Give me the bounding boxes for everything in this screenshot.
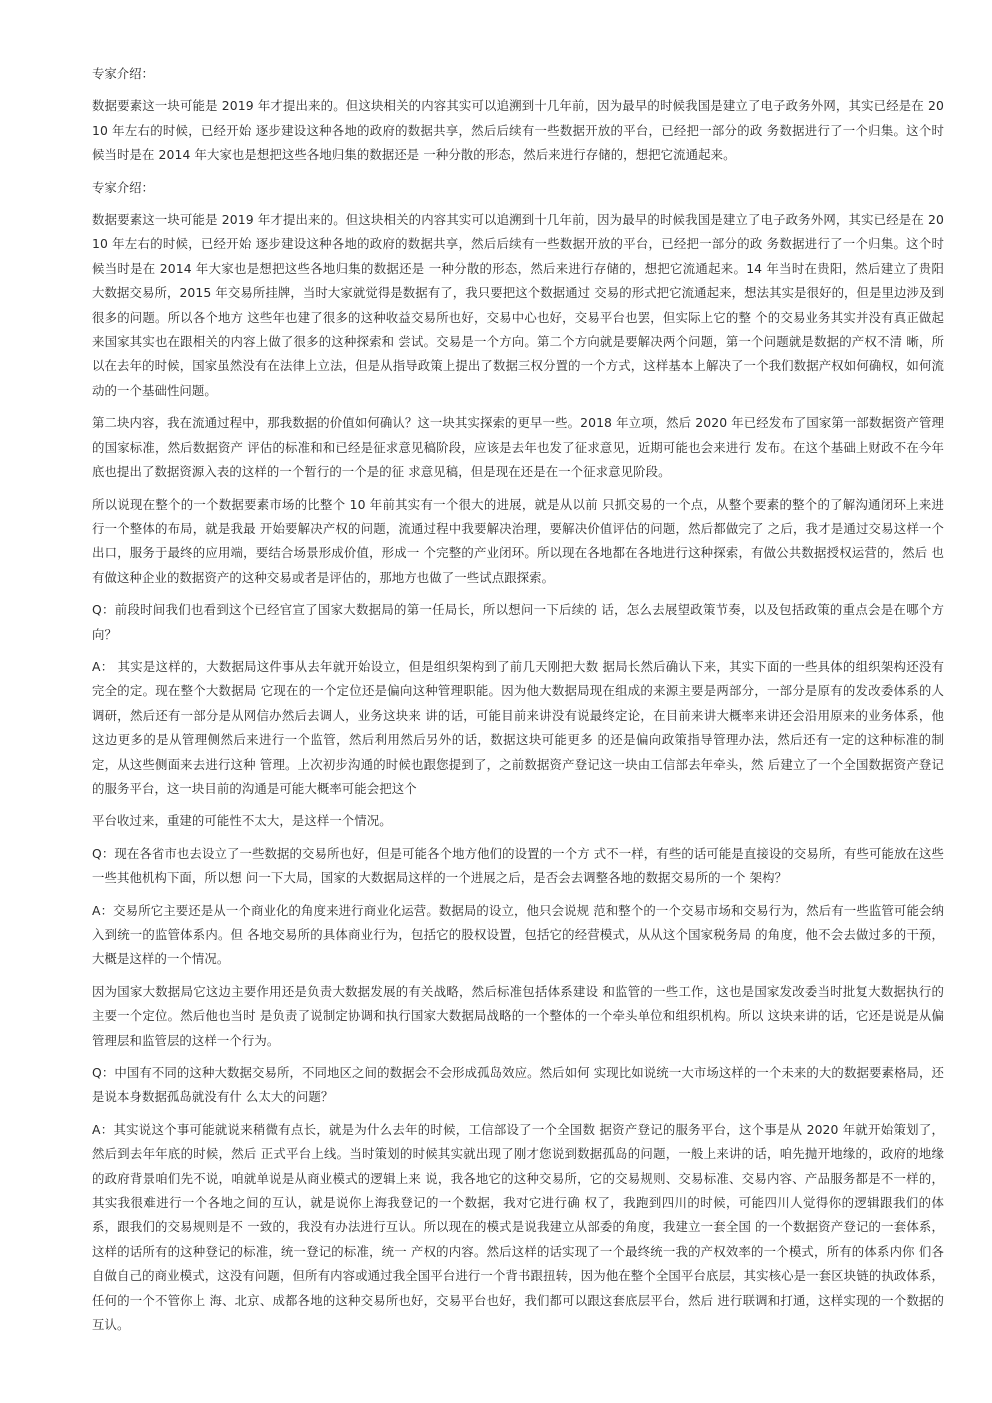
answer-national-registry: A：其实说这个事可能就说来稍微有点长，就是为什么去年的时候，工信部设了一个全国数 据资产登记的服务平台，这个事是从 2020 年就开始策划了，然后到去年年底的时候，然后 正式平台上线。当时策划的时候其实就出现了刚才您说到数据孤岛的问题，一般上来讲的话，咱先抛开地缘的，政府的地缘的政府背景咱们先不说，咱就单说是从商业模式的逻辑上来 说，我各地它的这种交易所，它的交易规则、交易标准、交易内容、产品服务都是不一样的，其实我很难进行一个各地之间的互认，就是说你上海我登记的一个数据，我对它进行确 权了，我跑到四川的时候，可能四川人觉得你的逻辑跟我们的体系，跟我们的交易规则是不 一致的，我没有办法进行互认。所以现在的模式是说我建立从部委的角度，我建立一套全国 的一个数据资产登记的一套体系，这样的话所有的这种登记的标准，统一登记的标准，统一 产权的内容。然后这样的话实现了一个最终统一我的产权效率的一个模式，所有的体系内你 们各自做自己的商业模式，这没有问题，但所有内容或通过我全国平台进行一个背书跟扭转，因为他在整个全国平台底层，其实核心是一套区块链的执政体系，任何的一个不管你上 海、北京、成都各地的这种交易所也好，交易平台也好，我们都可以跟这套底层平台，然后 进行联调和打通，这样实现的一个数据的互认。	[92, 1121, 944, 1333]
answer-exchange-commercial: A：交易所它主要还是从一个商业化的角度来进行商业化运营。数据局的设立，他只会说规 范和整个的一个交易市场和交易行为，然后有一些监管可能会纳入到统一的监管体系内。但 各地交易所的具体商业行为，包括它的股权设置，包括它的经营模式，从从这个国家税务局 的角度，他不会去做过多的干预，大概是这样的一个情况。	[92, 902, 944, 967]
answer-data-bureau-continued: 平台收过来，重建的可能性不太大，是这样一个情况。	[92, 813, 392, 829]
paragraph-data-elements-intro: 数据要素这一块可能是 2019 年才提出来的。但这块相关的内容其实可以追溯到十几年前，因为最早的时候我国是建立了电子政务外网，其实已经是在 2010 年左右的时候，已经开始 逐步建设这种各地的政府的数据共享，然后后续有一些数据开放的平台，已经把一部分的政 务数据进行了一个归集。这个时候当时是在 2014 年大家也是想把这些各地归集的数据还是 一种分散的形态，然后来进行存储的，想把它流通起来。	[92, 98, 944, 163]
paragraph-data-value: 第二块内容，我在流通过程中，那我数据的价值如何确认？这一块其实探索的更早一些。2018 年立项，然后 2020 年已经发布了国家第一部数据资产管理的国家标准，然后数据资产 评估的标准和和已经是征求意见稿阶段，应该是去年也发了征求意见，近期可能也会来进行 发布。在这个基础上财政不在今年底也提出了数据资源入表的这样的一个暂行的一个是的征 求意见稿，但是现在还是在一个征求意见阶段。	[92, 415, 944, 480]
expert-intro-label: 专家介绍：	[92, 179, 154, 195]
paragraph-bureau-role: 因为国家大数据局它这边主要作用还是负责大数据发展的有关战略，然后标准包括体系建设 和监管的一些工作，这也是国家发改委当时批复大数据执行的主要一个定位。然后他也当时 是负责了说制定协调和执行国家大数据局战略的一个整体的一个牵头单位和组织机构。所以 这块来讲的话，它还是说是从偏管理层和监管层的这样一个行为。	[92, 983, 944, 1048]
paragraph-data-elements-history: 数据要素这一块可能是 2019 年才提出来的。但这块相关的内容其实可以追溯到十几年前，因为最早的时候我国是建立了电子政务外网，其实已经是在 2010 年左右的时候，已经开始 逐步建设这种各地的政府的数据共享，然后后续有一些数据开放的平台，已经把一部分的政 务数据进行了一个归集。这个时候当时是在 2014 年大家也是想把这些各地归集的数据还是 一种分散的形态，然后来进行存储的，想把它流通起来。14 年当时在贵阳，然后建立了贵阳 大数据交易所，2015 年交易所挂牌，当时大家就觉得是数据有了，我只要把这个数据通过 交易的形式把它流通起来，想法其实是很好的，但是里边涉及到很多的问题。所以各个地方 这些年也建了很多的这种收益交易所也好，交易中心也好，交易平台也罢，但实际上它的整 个的交易业务其实并没有真正做起来国家其实也在跟相关的内容上做了很多的这种探索和 尝试。交易是一个方向。第二个方向就是要解决两个问题，第一个问题就是数据的产权不清 晰，所以在去年的时候，国家虽然没有在法律上立法，但是从指导政策上提出了数据三权分置的一个方式，这样基本上解决了一个我们数据产权如何确权，如何流动的一个基础性问题。	[92, 212, 944, 398]
question-data-silos: Q：中国有不同的这种大数据交易所，不同地区之间的数据会不会形成孤岛效应。然后如何 实现比如说统一大市场这样的一个未来的大的数据要素格局，还是说本身数据孤岛就没有什 么太大的问题？	[92, 1065, 944, 1105]
question-exchange-structure: Q：现在各省市也去设立了一些数据的交易所也好，但是可能各个地方他们的设置的一个方 式不一样，有些的话可能是直接设的交易所，有些可能放在这些一些其他机构下面，所以想 问一下大局，国家的大数据局这样的一个进展之后，是否会去调整各地的数据交易所的一个 架构？	[92, 845, 944, 886]
document-body	[92, 62, 944, 1346]
expert-intro-label: 专家介绍：	[92, 66, 154, 81]
paragraph-market-progress: 所以说现在整个的一个数据要素市场的比整个 10 年前其实有一个很大的进展，就是从以前 只抓交易的一个点，从整个要素的整个的了解沟通闭环上来进行一个整体的布局，就是我最 开始要解决产权的问题，流通过程中我要解决治理，要解决价值评估的问题，然后都做完了 之后，我才是通过交易这样一个出口，服务于最终的应用端，要结合场景形成价值，形成一 个完整的产业闭环。所以现在各地都在各地进行这种探索，有做公共数据授权运营的，然后 也有做这种企业的数据资产的这种交易或者是评估的，那地方也做了一些试点跟探索。	[92, 496, 944, 585]
question-policy-direction: Q：前段时间我们也看到这个已经官宣了国家大数据局的第一任局长，所以想问一下后续的 话，怎么去展望政策节奏，以及包括政策的重点会是在哪个方向？	[92, 602, 944, 642]
answer-data-bureau: A： 其实是这样的，大数据局这件事从去年就开始设立，但是组织架构到了前几天刚把大数 据局长然后确认下来，其实下面的一些具体的组织架构还没有完全的定。现在整个大数据局 它现在的一个定位还是偏向这种管理职能。因为他大数据局现在组成的来源主要是两部分，一部分是原有的发改委体系的人调研，然后还有一部分是从网信办然后去调人，业务这块来 讲的话，可能目前来讲没有说最终定论，在目前来讲大概率来讲还会沿用原来的业务体系，他这边更多的是从管理侧然后来进行一个监管，然后利用然后另外的话，数据这块可能更多 的还是偏向政策指导管理办法，然后还有一定的这种标准的制定，从这些侧面来去进行这种 管理。上次初步沟通的时候也跟您提到了，之前数据资产登记这一块由工信部去年牵头，然 后建立了一个全国数据资产登记的服务平台，这一块目前的沟通是可能大概率可能会把这个	[92, 658, 944, 796]
